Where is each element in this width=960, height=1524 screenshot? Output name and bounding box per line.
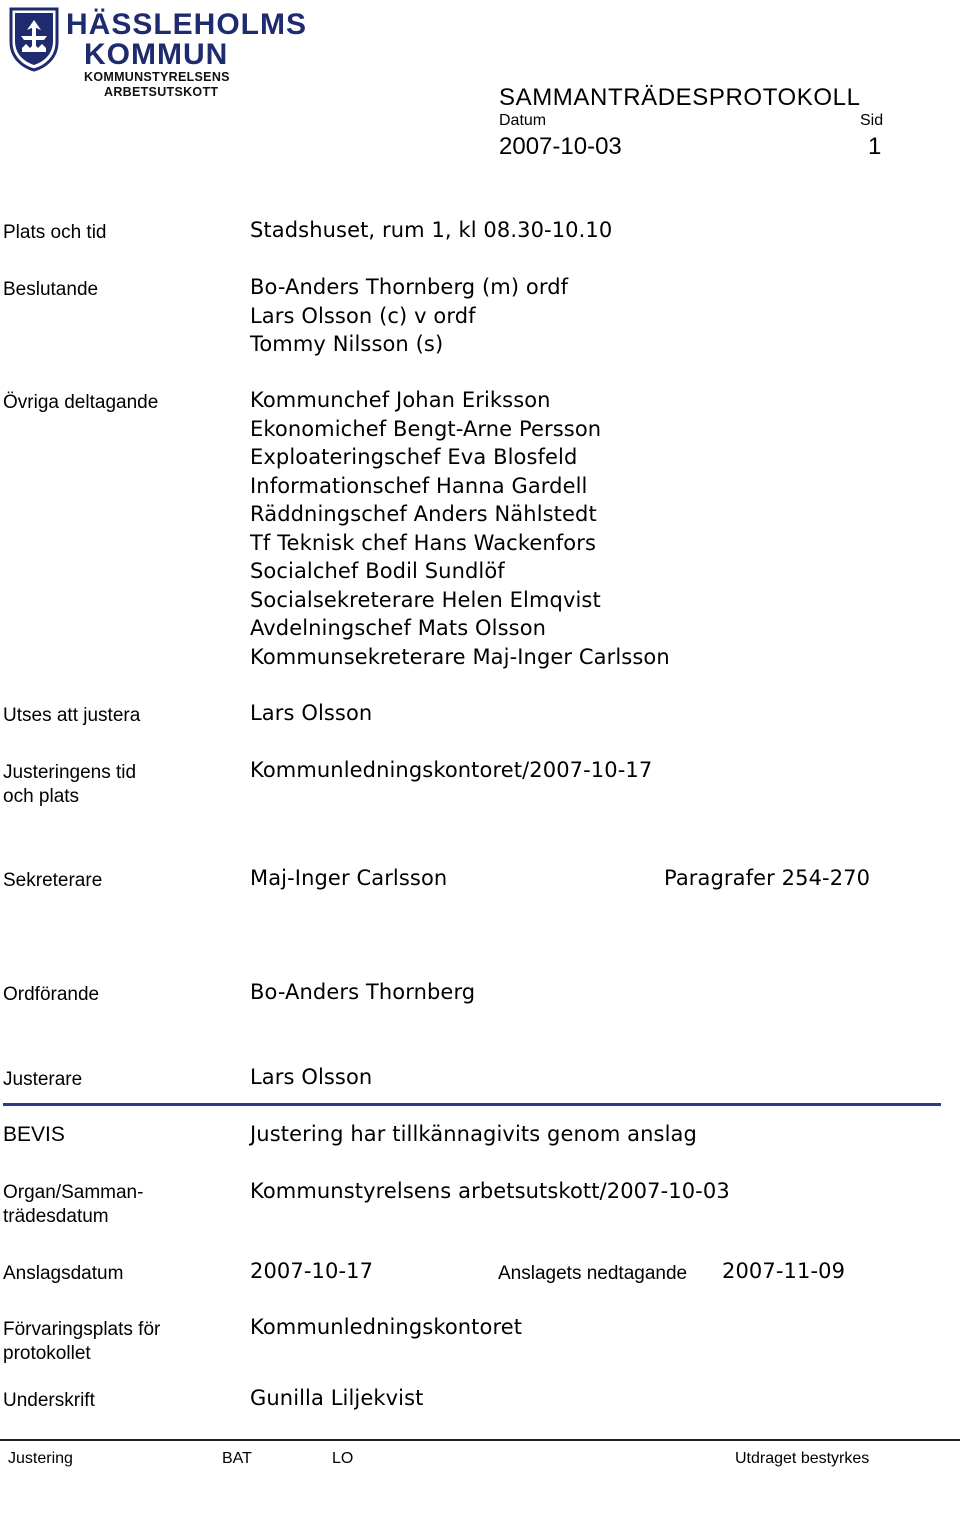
- nedtagande-label: Anslagets nedtagande: [498, 1263, 688, 1284]
- sid-label: Sid: [860, 112, 884, 129]
- forvaring-value: Kommunledningskontoret: [250, 1315, 523, 1339]
- list-item: Informationschef Hanna Gardell: [250, 473, 588, 498]
- sekreterare-label: Sekreterare: [3, 870, 103, 891]
- justeringens-label-1: Justeringens tid: [3, 762, 137, 783]
- list-item: Kommunchef Johan Eriksson: [250, 388, 551, 412]
- logo-subtitle-1: KOMMUNSTYRELSENS: [84, 70, 230, 84]
- list-item: Socialchef Bodil Sundlöf: [250, 559, 505, 583]
- justeringens-label-2: och plats: [3, 786, 80, 807]
- logo-name: HÄSSLEHOLMS: [66, 8, 308, 41]
- forvaring-label-1: Förvaringsplats för: [3, 1319, 161, 1340]
- meeting-date: 2007-10-03: [499, 133, 622, 160]
- organ-label-1: Organ/Samman-: [3, 1182, 144, 1203]
- coat-of-arms-icon: [8, 6, 60, 72]
- bevis-value: Justering har tillkännagivits genom anslag: [250, 1122, 697, 1146]
- logo-subtitle-2: ARBETSUTSKOTT: [104, 85, 219, 99]
- sekreterare-value: Maj-Inger Carlsson: [250, 866, 448, 890]
- beslutande-list: [250, 273, 568, 359]
- logo-kommun: KOMMUN: [84, 38, 229, 71]
- organ-value: Kommunstyrelsens arbetsutskott/2007-10-03: [250, 1179, 730, 1203]
- ordforande-value: Bo-Anders Thornberg: [250, 980, 476, 1004]
- list-item: Tf Teknisk chef Hans Wackenfors: [250, 530, 596, 555]
- justerare-label: Justerare: [3, 1069, 83, 1090]
- utses-label: Utses att justera: [3, 705, 141, 726]
- footer-lo: LO: [332, 1450, 354, 1467]
- nedtagande-value: 2007-11-09: [722, 1259, 846, 1283]
- plats-value: Stadshuset, rum 1, kl 08.30-10.10: [250, 218, 613, 242]
- underskrift-value: Gunilla Liljekvist: [250, 1386, 424, 1410]
- ovriga-list: [250, 386, 670, 671]
- justeringens-value: Kommunledningskontoret/2007-10-17: [250, 758, 653, 782]
- anslagsdatum-value: 2007-10-17: [250, 1259, 374, 1283]
- underskrift-label: Underskrift: [3, 1390, 95, 1411]
- section-divider: [3, 1103, 941, 1106]
- forvaring-label-2: protokollet: [3, 1343, 91, 1364]
- page-number: 1: [868, 133, 882, 160]
- beslutande-label: Beslutande: [3, 279, 99, 300]
- footer-divider: [0, 1439, 960, 1441]
- footer-justering: Justering: [8, 1450, 73, 1467]
- list-item: Kommunsekreterare Maj-Inger Carlsson: [250, 644, 670, 669]
- list-item: Räddningschef Anders Nählstedt: [250, 502, 597, 526]
- list-item: Avdelningschef Mats Olsson: [250, 616, 547, 640]
- document-title: SAMMANTRÄDESPROTOKOLL: [499, 84, 861, 111]
- list-item: Ekonomichef Bengt-Arne Persson: [250, 416, 602, 441]
- list-item: Tommy Nilsson (s): [250, 332, 444, 356]
- bevis-label: BEVIS: [3, 1123, 65, 1146]
- ordforande-label: Ordförande: [3, 984, 100, 1005]
- footer-bat: BAT: [222, 1450, 252, 1467]
- list-item: Lars Olsson (c) v ordf: [250, 303, 476, 328]
- plats-label: Plats och tid: [3, 222, 107, 243]
- footer-utdraget: Utdraget bestyrkes: [735, 1450, 870, 1467]
- justerare-value: Lars Olsson: [250, 1065, 373, 1089]
- list-item: Socialsekreterare Helen Elmqvist: [250, 587, 601, 612]
- utses-value: Lars Olsson: [250, 701, 373, 725]
- logo: [6, 4, 308, 100]
- list-item: Exploateringschef Eva Blosfeld: [250, 445, 578, 469]
- anslagsdatum-label: Anslagsdatum: [3, 1263, 124, 1284]
- organ-label-2: trädesdatum: [3, 1206, 109, 1227]
- ovriga-label: Övriga deltagande: [3, 392, 159, 413]
- paragrafer: Paragrafer 254-270: [664, 866, 871, 890]
- datum-label: Datum: [499, 112, 547, 129]
- list-item: Bo-Anders Thornberg (m) ordf: [250, 275, 569, 299]
